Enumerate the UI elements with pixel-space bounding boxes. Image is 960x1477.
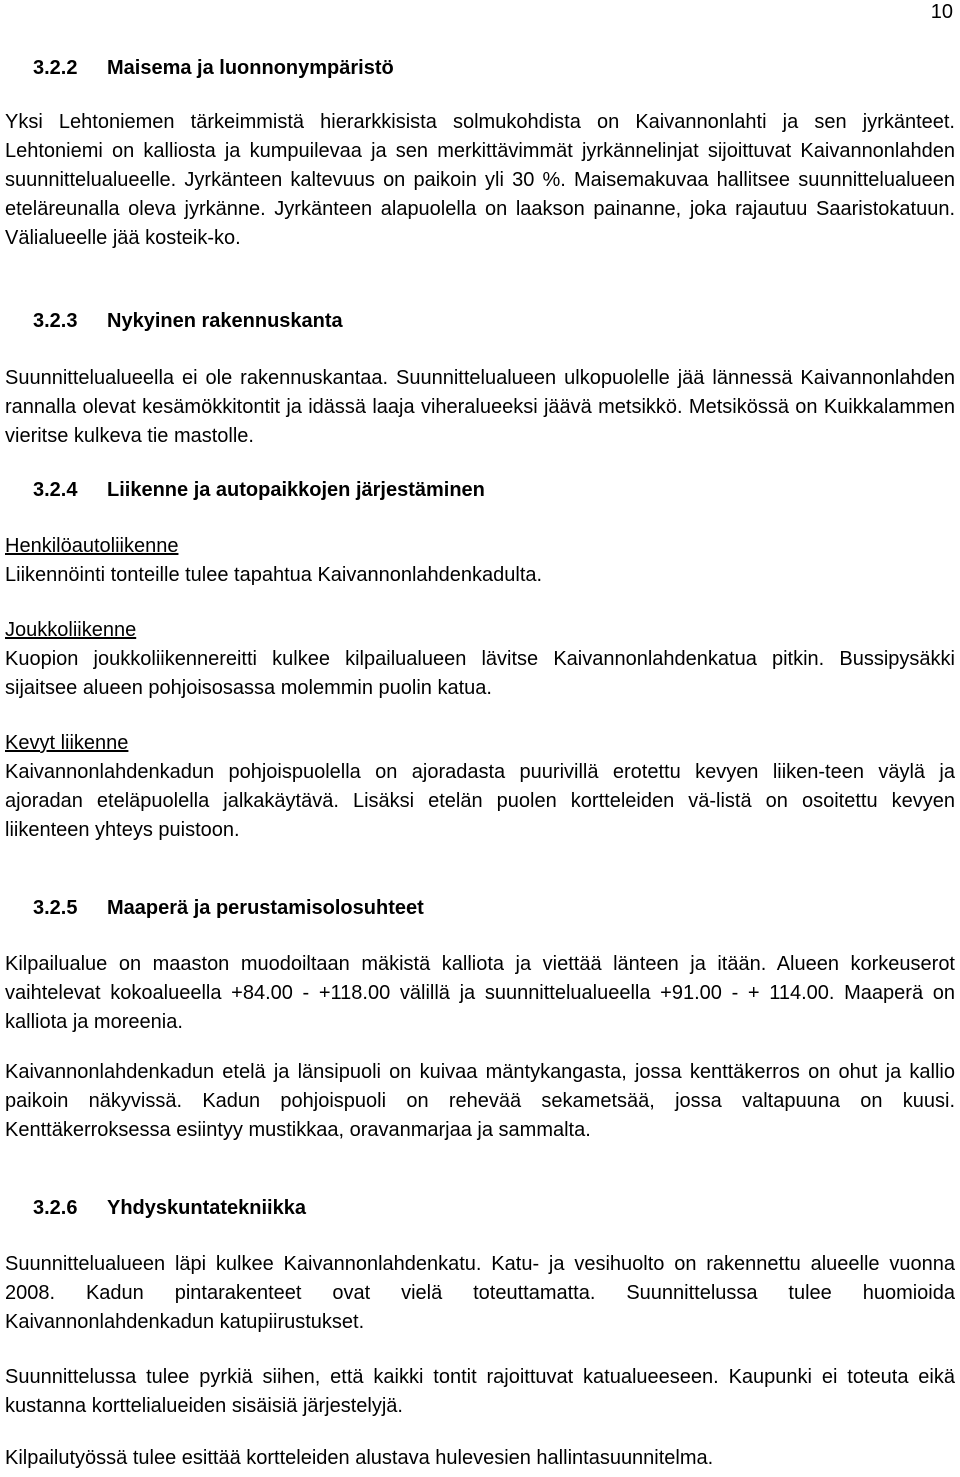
paragraph-hulevedet: Kilpailutyössä tulee esittää kortteleiden alustava hulevesien hallintasuunnitelma. [5, 1447, 714, 1469]
section-title: Yhdyskuntatekniikka [107, 1197, 306, 1219]
page-number: 10 [930, 1, 953, 23]
section-title: Maisema ja luonnonympäristö [107, 57, 394, 79]
section-title: Nykyinen rakennuskanta [107, 310, 343, 332]
paragraph-maisema: Yksi Lehtoniemen tärkeimmistä hierarkkisista solmukohdista on Kaivannonlahti ja sen jyrkänteet. Lehtoniemi on kalliosta ja kumpuilevaa ja sen merkittävimmät jyrkännelinjat sijoittuvat Kaivannonlahden suunnittelualueelle. Jyrkänteen kaltevuus on paikoin yli 30 %. Maisemakuvaa hallitsee suunnittelualueen eteläreunalla oleva jyrkänne. Jyrkänteen alapuolella on laakson painanne, joka rajautuu Saaristokatuun. Välialueelle jää kosteik-ko. [5, 111, 955, 249]
section-heading-3-2-3 [33, 307, 343, 335]
section-title: Liikenne ja autopaikkojen järjestäminen [107, 479, 485, 501]
subsection-joukkoliikenne [5, 616, 955, 703]
section-heading-3-2-2 [33, 54, 394, 82]
subsection-title: Joukkoliikenne [5, 619, 137, 641]
paragraph-tontit: Suunnittelussa tulee pyrkiä siihen, että kaikki tontit rajoittuvat katualueeseen. Kaupunki ei toteuta eikä kustanna korttelialueiden sisäisiä järjestelyjä. [5, 1366, 955, 1417]
document-page [5, 0, 955, 1477]
subsection-text: Kuopion joukkoliikennereitti kulkee kilpailualueen lävitse Kaivannonlahdenkatua pitkin. Bussipysäkki sijaitsee alueen pohjoisosassa molemmin puolin katua. [5, 648, 955, 699]
subsection-henkiloautoliikenne [5, 532, 955, 590]
subsection-title: Kevyt liikenne [5, 732, 129, 754]
section-number: 3.2.6 [33, 1197, 78, 1219]
section-number: 3.2.4 [33, 479, 78, 501]
paragraph-yhdyskuntatekniikka: Suunnittelualueen läpi kulkee Kaivannonlahdenkatu. Katu- ja vesihuolto on rakennettu alueelle vuonna 2008. Kadun pintarakenteet ovat vielä toteuttamatta. Suunnittelussa tulee huomioida Kaivannonlahdenkadun katupiirustukset. [5, 1253, 955, 1333]
section-title: Maaperä ja perustamisolosuhteet [107, 897, 424, 919]
section-number: 3.2.5 [33, 897, 78, 919]
section-number: 3.2.3 [33, 310, 78, 332]
subsection-text: Liikennöinti tonteille tulee tapahtua Kaivannonlahdenkadulta. [5, 564, 543, 586]
section-heading-3-2-5 [33, 894, 424, 922]
paragraph-rakennuskanta: Suunnittelualueella ei ole rakennuskantaa. Suunnittelualueen ulkopuolelle jää lännessä Kaivannonlahden rannalla olevat kesämökkitontit ja idässä laaja viheralueeksi jäävä metsikkö. Metsikössä on Kuikkalammen vieritse kulkeva tie mastolle. [5, 367, 955, 447]
subsection-text: Kaivannonlahdenkadun pohjoispuolella on ajoradasta puurivillä erotettu kevyen liiken-teen väylä ja ajoradan eteläpuolella jalkakäytävä. Lisäksi etelän puolen kortteleiden vä-listä on osoitettu kevyen liikenteen yhteys puistoon. [5, 761, 955, 841]
section-heading-3-2-4 [33, 476, 485, 504]
subsection-kevyt-liikenne [5, 729, 955, 845]
section-number: 3.2.2 [33, 57, 78, 79]
paragraph-maapera: Kilpailualue on maaston muodoiltaan mäkistä kalliota ja viettää länteen ja itään. Alueen korkeuserot vaihtelevat kokoalueella +84.00 - +118.00 välillä ja suunnittelualueella +91.00 - + 114.00. Maaperä on kalliota ja moreenia. [5, 953, 955, 1033]
section-heading-3-2-6 [33, 1194, 306, 1222]
paragraph-kasvillisuus: Kaivannonlahdenkadun etelä ja länsipuoli on kuivaa mäntykangasta, jossa kenttäkerros on ohut ja kallio paikoin näkyvissä. Kadun pohjoispuoli on rehevää sekametsää, jossa valtapuuna on kuusi. Kenttäkerroksessa esiintyy mustikkaa, oravanmarjaa ja sammalta. [5, 1061, 955, 1141]
subsection-title: Henkilöautoliikenne [5, 535, 179, 557]
